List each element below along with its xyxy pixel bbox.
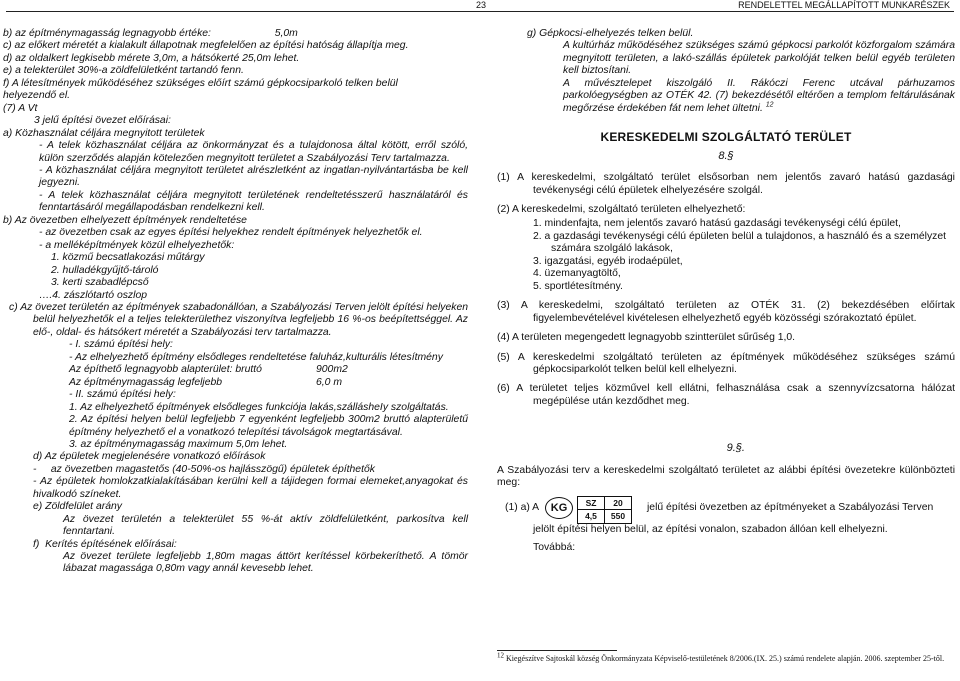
zone-intro: A Szabályozási terv a kereskedelmi szolgáltató területet az alábbi építési övezetekre különbözteti meg: [497,464,955,489]
site-1-height-label: Az építménymagasság legfeljebb [69,376,223,388]
green-area-line: e) a telekterület 30%-a zöldfelületként tartandó fenn. [3,65,244,77]
paragraph-4: (4) A területen megengedett legnagyobb szintterület sűrűség 1,0. [497,332,796,344]
section-number: 8.§ [718,149,734,162]
zone-code-cell: 550 [605,510,632,523]
public-use-bullet-3: - A telek közhasználat céljára megnyitott területének rendeltetésszerű használatáról és fenntartásáról megállapodásban rendelkezni kell. [39,189,468,214]
parking-title: g) Gépkocsi-elhelyezés telken belül. [527,28,694,39]
site-2-rule-1: 1. Az elhelyezhető építmények elsődleges funkciója lakás,szállásheIy szolgáltatás. [69,401,449,413]
parking-text-2 [563,78,955,115]
green-ratio-title: e) Zöldfelület arány [33,501,122,513]
zone-code-prefix: (1) a) A [505,501,540,513]
parking-text-2-body: A művésztelepet kiszolgáló II. Rákóczi Ferenc utcával párhuzamos parkolóegységben az OTÉK 42. (7) bekezdésétől eltérően a templom feltárulásának megőrzése érdekében fát nem lehet ültetni. [563,77,955,114]
zone-code-table [577,496,632,524]
front-yard-line: c) az előkert méretét a kialakult állapotnak megfelelően az építési hatóság állapítja meg. [3,40,409,52]
ancillary-item-4: ….4. zászlótartó oszlop [39,289,147,301]
site-1-height [69,377,468,389]
height-label: b) az építménymagasság legnagyobb értéke: [3,28,211,39]
buildings-rule-1: - az övezetben csak az egyes építési helyekhez rendelt építmények helyezhetők el. [39,227,423,239]
paragraph-2: (2) A kereskedelmi, szolgáltató területen elhelyezhető: [497,203,746,215]
height-line [3,28,468,40]
zone-subtitle: 3 jelű építési övezet előírásai: [34,115,171,127]
public-use-bullet-1: - A telek közhasználat céljára az önkormányzat és a tulajdonosa által kötött, erről szóló, külön szerződés alapján kötelezően megnyitott területet a Szabályozási Terv tartalmazza. [39,140,468,164]
furthermore-label: Továbbá: [533,542,576,554]
section-number-2: 9.§. [726,442,745,455]
zone-code-cell: 20 [605,496,632,509]
zone-code-suffix: jelű építési övezetben az építményeket a Szabályozási Terven [647,501,934,513]
parking-text: A kultúrház működéséhez szükséges számú gépkocsi parkolót közforgalom számára megnyitott területen, a lakó-szállás épületek parkolóját telken belül egyéb területen kell biztosítani. [563,40,955,77]
side-yard-line: d) az oldalkert legkisebb mérete 3,0m, a hátsókerté 25,0m lehet. [3,52,300,64]
fence-title: f) Kerítés építésének előírásai: [33,538,177,550]
height-value: 5,0m [274,28,298,39]
ancillary-item-1: 1. közmű becsatlakozási műtárgy [51,252,205,264]
site-2-title: - II. számú építési hely: [69,389,176,401]
parking-line-1: f) A létesítmények működéséhez szükséges előírt számú gépkocsiparkoló telken belül [3,77,398,89]
ancillary-item-2: 2. hulladékgyűjtő-tároló [51,264,159,276]
section-title: KERESKEDELMI SZOLGÁLTATÓ TERÜLET [600,130,852,145]
site-1-area-label: Az építhető legnagyobb alapterület: bruttó [69,364,262,376]
site-1-area-value: 900m2 [316,364,348,376]
buildings-title: b) Az övezetben elhelyezett építmények rendeltetése [3,214,247,226]
allowed-item: 2. a gazdasági tevékenységi célú épületen belül a tulajdonos, a használó és a személyzet számára szolgáló lakások, [533,230,947,255]
footnote-number: 12 [497,651,504,660]
paragraph-6: (6) A területet teljes közművel kell ellátni, felhasználása csak a szennyvízcsatorna hálózat megépülése után kezdődhet meg. [497,383,955,407]
page-header [0,0,960,12]
public-use-bullet-2: - A közhasználat céljára megnyitott területet alrészletként az ingatlan-nyilvántartásba be kell jegyezni. [39,164,468,189]
zone-code-cell: SZ [578,496,605,509]
fence-text: Az övezet területe legfeljebb 1,80m magas áttört kerítéssel körbekeríthető. A tömör lábazat magassága 0,80m vagy annál kevesebb lehet. [63,551,468,575]
footnote-text: Kiegészítve Sajtoskál község Önkormányzata Képviselő-testületének 8/2006.(IX. 25.) számú rendelete alapján. 2006. szeptember 25-től. [506,654,945,663]
site-1-function: - Az elhelyezhető építmény elsődleges rendeltetése faluház,kulturális létesítmény [69,351,443,363]
paragraph-5: (5) A kereskedelmi szolgáltató területen az építmények működéséhez szükséges számú gépkocsiparkolót telken belül kell elhelyezni. [497,351,955,375]
zone-code-cell: 4,5 [578,510,605,523]
site-1-title: - I. számú építési hely: [69,339,173,351]
allowed-item: 3. igazgatási, egyéb irodaépület, [533,255,683,267]
allowed-item: 5. sportlétesítmény. [533,280,623,292]
green-ratio-text: Az övezet területén a telekterület 55 %-át aktív zöldfelületként, parkosítva kell fenntartani. [63,513,468,538]
allowed-item: 4. üzemanyagtöltő, [533,268,621,280]
zone-code-line-2: jelölt építési helyen belül, az építési vonalon, szabadon állóan kell elhelyezni. [533,523,888,535]
zone-title: (7) A Vt [3,102,38,114]
zone-code-circle: KG [545,497,573,519]
left-column [3,28,468,576]
footnote [497,651,952,664]
appearance-rule-1: - az övezetben magastetős (40-50%-os hajlásszögű) épületek építhetők [33,463,375,475]
site-1-height-value: 6,0 m [316,376,342,388]
site-2-rule-3: 3. az építménymagasság maximum 5,0m lehet. [69,438,288,450]
site-2-rule-2: 2. Az építési helyen belül legfeljebb 7 egyenként legfeljebb 300m2 bruttó alapterületű építmény helyezhető el a vonatkozó telepítési távolságok megtartásával. [69,414,468,438]
appearance-rule-2: - Az épületek homlokzatkialakításában kerülni kell a tájidegen formai elemeket,anyagokat és hivalkodó színeket. [33,476,468,500]
header-rule [6,11,954,12]
placement-rules: c) Az övezet területén az építmények szabadonállóan, a Szabályozási Terven jelölt építési helyeken belül helyezhetők el a teljes telekterülethez viszonyítva legfeljebb 16 %-os beépítettséggel. Az elő-, oldal- és hátsókert méretét a Szabályozási terv tartalmazza. [9,301,468,338]
page-number: 23 [476,0,487,10]
footnote-ref[interactable]: 12 [765,101,774,109]
footnote-rule [497,650,617,651]
paragraph-3: (3) A kereskedelmi, szolgáltató területen az OTÉK 31. (2) bekezdésében előírtak figyelembevételével kivételesen elhelyezhető egyéb közösségi szórakoztató épület. [497,300,955,324]
site-1-area [69,364,468,376]
allowed-item: 1. mindenfajta, nem jelentős zavaró hatású gazdasági tevékenységi célú épület, [533,218,901,230]
allowed-list [533,218,955,293]
paragraph-1: (1) A kereskedelmi, szolgáltató terület elsősorban nem jelentős zavaró hatású gazdasági tevékenységi célú épületek elhelyezésére szolgál. [497,172,955,196]
running-title: RENDELETTEL MEGÁLLAPÍTOTT MUNKARÉSZEK [738,0,950,10]
buildings-rule-2: - a melléképítmények közül elhelyezhetők: [39,239,235,251]
ancillary-item-3: 3. kerti szabadlépcső [51,277,149,289]
right-column [497,28,955,555]
public-use-title: a) Közhasználat céljára megnyitott területek [3,127,205,139]
parking-line-2: helyezendő el. [3,90,71,102]
zone-code-row [497,494,955,524]
appearance-title: d) Az épületek megjelenésére vonatkozó előírások [33,451,266,463]
